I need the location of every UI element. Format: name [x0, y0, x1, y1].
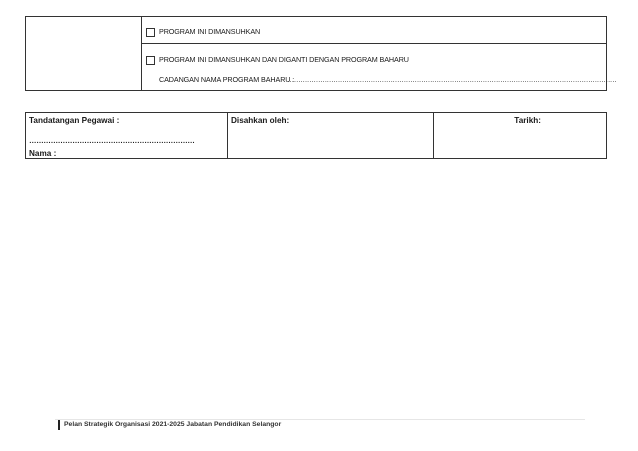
option-row-cancelled	[142, 17, 606, 44]
employee-signature-label: Tandatangan Pegawai :	[29, 116, 120, 125]
program-label-cell	[26, 17, 142, 90]
footer-text: Pelan Strategik Organisasi 2021-2025 Jabatan Pendidikan Selangor	[64, 421, 282, 428]
signature-line[interactable]: ……………………………………………………………	[29, 136, 195, 145]
date-label: Tarikh:	[514, 116, 541, 125]
proposed-name-field[interactable]: ……………………………………………………………………………………………………………………………………	[287, 75, 617, 84]
option-replaced-label: PROGRAM INI DIMANSUHKAN DAN DIGANTI DENGAN PROGRAM BAHARU	[159, 55, 409, 64]
employee-signature-cell	[26, 113, 228, 158]
proposed-name-label: CADANGAN NAMA PROGRAM BAHARU :	[159, 75, 295, 84]
footer-divider	[55, 419, 585, 420]
footer-accent-bar	[58, 420, 60, 430]
replaced-checkbox[interactable]	[146, 56, 155, 65]
name-label: Nama :	[29, 149, 57, 158]
signature-table	[25, 112, 607, 159]
option-cancelled-label: PROGRAM INI DIMANSUHKAN	[159, 27, 261, 36]
approved-by-label: Disahkan oleh:	[231, 116, 290, 125]
cancelled-checkbox[interactable]	[146, 28, 155, 37]
option-row-replaced	[142, 44, 617, 90]
program-options-cell	[142, 17, 617, 90]
approved-by-cell	[228, 113, 434, 158]
date-cell	[434, 113, 606, 158]
program-status-table	[25, 16, 617, 91]
